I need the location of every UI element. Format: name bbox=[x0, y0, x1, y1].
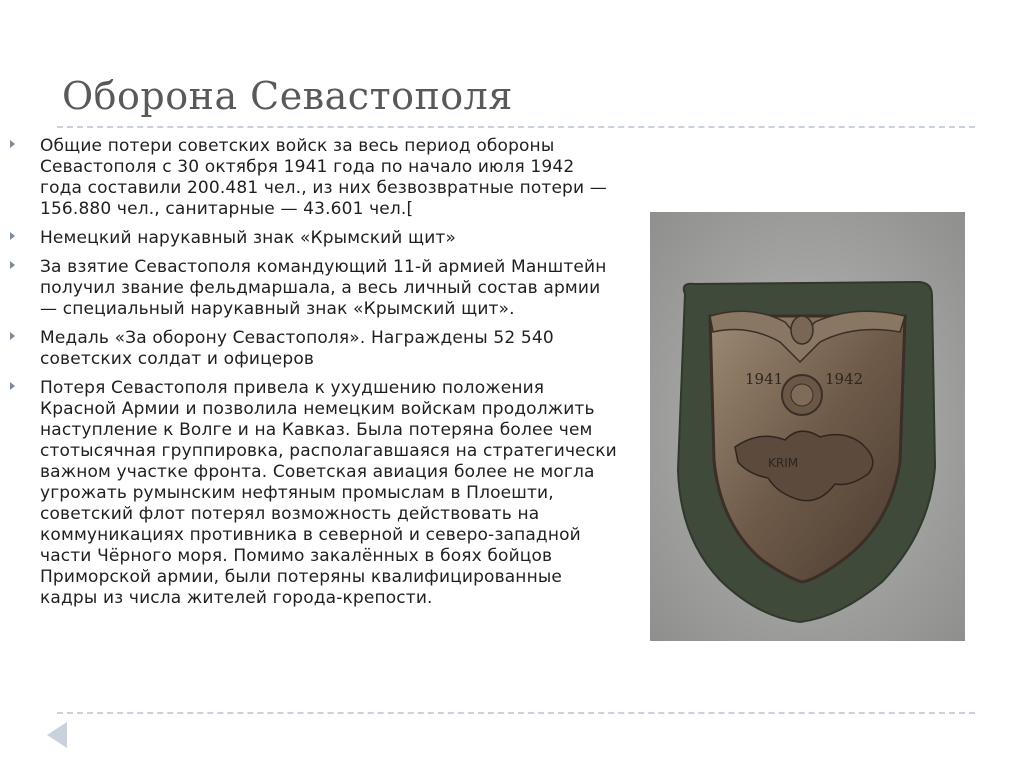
title-divider bbox=[57, 126, 975, 128]
bullet-marker-icon bbox=[10, 140, 15, 148]
previous-slide-icon[interactable] bbox=[41, 720, 71, 750]
bullet-text: За взятие Севастополя командующий 11-й армией Манштейн получил звание фельдмаршала, а весь личный состав армии — специальный нарукавный знак «Крымский щит». bbox=[40, 257, 607, 319]
bullet-text: Общие потери советских войск за весь период обороны Севастополя с 30 октября 1941 года по начало июля 1942 года составили 200.481 чел., из них безвозвратные потери — 156.880 чел., санитарные — 43.601 чел.[ bbox=[40, 136, 607, 219]
bullet-text: Медаль «За оборону Севастополя». Награждены 52 540 советских солдат и офицеров bbox=[40, 328, 554, 369]
bullet-marker-icon bbox=[10, 332, 15, 340]
bullet-list bbox=[10, 136, 620, 617]
bullet-item bbox=[10, 257, 620, 320]
badge-illustration bbox=[650, 212, 965, 641]
crimea-shield-badge-photo bbox=[650, 212, 965, 641]
bullet-item bbox=[10, 136, 620, 220]
footer-divider bbox=[57, 712, 975, 714]
bullet-item bbox=[10, 228, 620, 249]
slide-title: Оборона Севастополя bbox=[62, 74, 513, 118]
bullet-item bbox=[10, 378, 620, 609]
bullet-marker-icon bbox=[10, 232, 15, 240]
bullet-marker-icon bbox=[10, 382, 15, 390]
bullet-text: Немецкий нарукавный знак «Крымский щит» bbox=[40, 228, 457, 248]
bullet-text: Потеря Севастополя привела к ухудшению положения Красной Армии и позволила немецким войскам продолжить наступление к Волге и на Кавказ. Была потеряна более чем стотысячная группировка, располагавшаяся на стратегически важном участке фронта. Советская авиация более не могла угрожать румынским нефтяным промыслам в Плоешти, советский флот потерял возможность действовать на коммуникациях противника в северной и северо-западной части Чёрного моря. Помимо закалённых в боях бойцов Приморской армии, были потеряны квалифицированные кадры из числа жителей города-крепости. bbox=[40, 378, 617, 608]
badge-year-right: 1942 bbox=[825, 370, 864, 388]
bullet-item bbox=[10, 328, 620, 370]
badge-year-left: 1941 bbox=[745, 370, 784, 388]
bullet-marker-icon bbox=[10, 261, 15, 269]
badge-map-label: KRIM bbox=[768, 456, 799, 470]
